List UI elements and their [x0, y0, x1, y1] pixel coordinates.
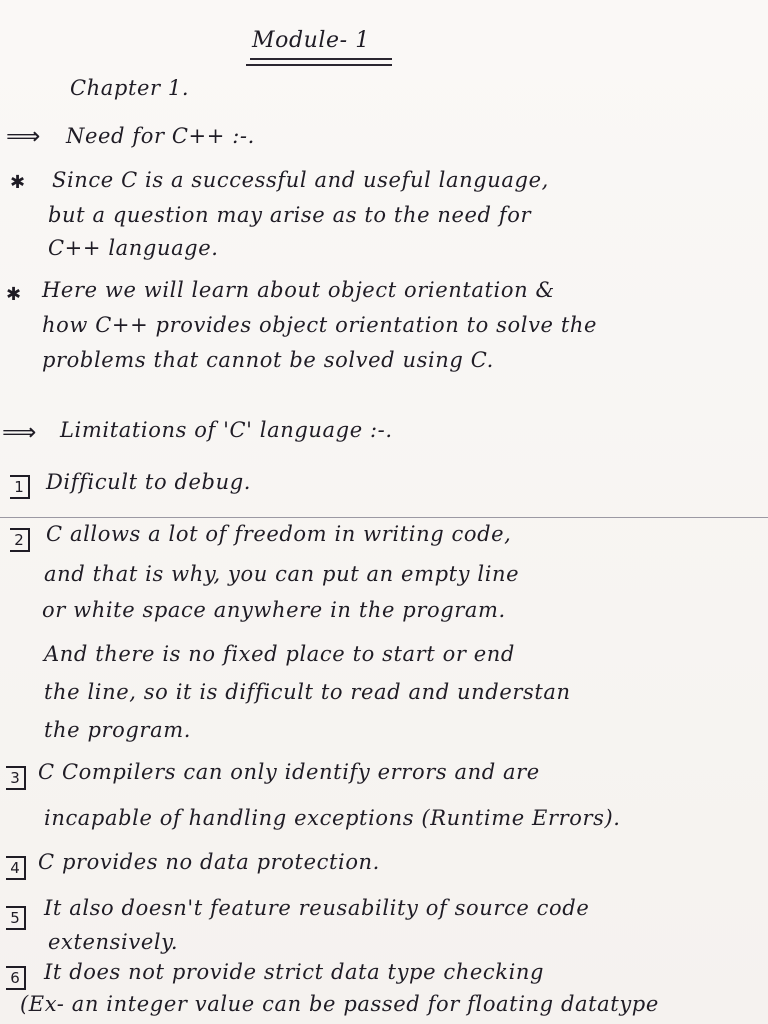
asterisk-icon: ✱ — [10, 172, 26, 193]
item-number-box: 5 — [6, 906, 26, 930]
list-item-line: extensively. — [48, 930, 179, 954]
list-item-line: incapable of handling exceptions (Runtime Errors). — [44, 806, 621, 830]
list-item-line: C provides no data protection. — [38, 850, 380, 874]
asterisk-icon: ✱ — [6, 284, 22, 305]
arrow-icon: ⟹ — [6, 122, 41, 150]
item-number-box: 3 — [6, 766, 26, 790]
list-item-line: or white space anywhere in the program. — [42, 598, 506, 622]
list-item-line: C Compilers can only identify errors and are — [38, 760, 540, 784]
section-heading-need: Need for C++ :-. — [66, 124, 255, 148]
list-item-line: It also doesn't feature reusability of source code — [44, 896, 590, 920]
bullet-line: Since C is a successful and useful language, — [52, 168, 549, 192]
title-underline-2 — [246, 64, 392, 66]
list-item-line: It does not provide strict data type checking — [44, 960, 545, 984]
list-item-line: Difficult to debug. — [46, 470, 252, 494]
title-underline — [250, 58, 392, 60]
bullet-line: C++ language. — [48, 236, 219, 260]
chapter-label: Chapter 1. — [70, 76, 190, 100]
bullet-line: but a question may arise as to the need for — [48, 203, 532, 227]
item-number-box: 4 — [6, 856, 26, 880]
list-item-line: (Ex- an integer value can be passed for floating datatype — [20, 992, 659, 1016]
section-heading-limitations: Limitations of 'C' language :-. — [60, 418, 393, 442]
page-rule-line — [0, 517, 768, 518]
item-number-box: 1 — [10, 475, 30, 499]
item-number-box: 6 — [6, 966, 26, 990]
list-item-line: And there is no fixed place to start or end — [44, 642, 515, 666]
bullet-line: how C++ provides object orientation to solve the — [42, 313, 598, 337]
list-item-line: C allows a lot of freedom in writing code, — [46, 522, 512, 546]
bullet-line: Here we will learn about object orientation & — [42, 278, 555, 302]
arrow-icon: ⟹ — [2, 418, 37, 446]
list-item-line: and that is why, you can put an empty line — [44, 562, 520, 586]
page-title: Module- 1 — [252, 28, 370, 53]
list-item-line: the line, so it is difficult to read and understan — [44, 680, 571, 704]
bullet-line: problems that cannot be solved using C. — [42, 348, 494, 372]
list-item-line: the program. — [44, 718, 191, 742]
item-number-box: 2 — [10, 528, 30, 552]
